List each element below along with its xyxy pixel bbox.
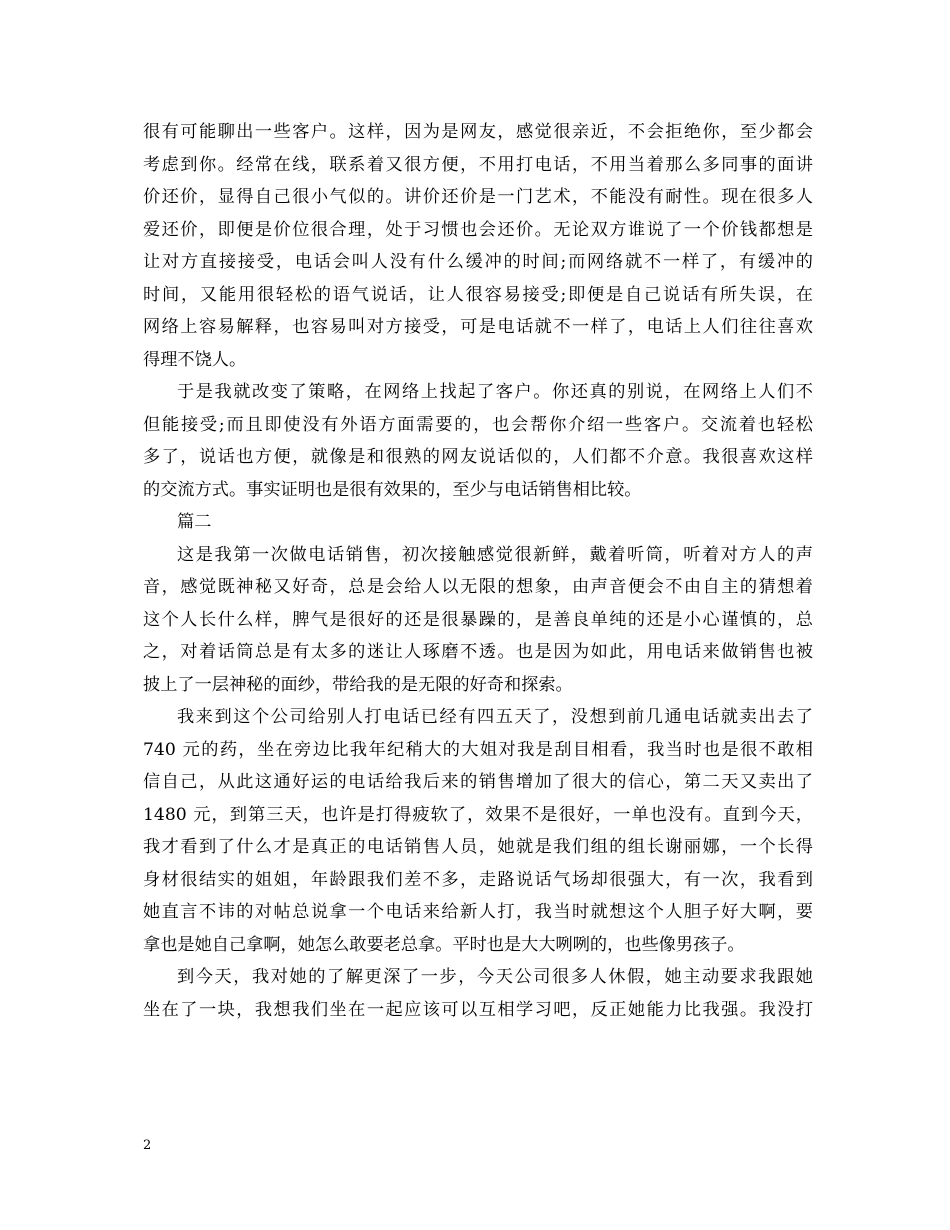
page-number: 2 bbox=[143, 1138, 152, 1153]
text-line: 时间，又能用很轻松的语气说话，让人很容易接受;即便是自己说话有所失误，在 bbox=[143, 284, 813, 305]
text-line: 到今天，我对她的了解更深了一步，今天公司很多人休假，她主动要求我跟她 bbox=[177, 967, 813, 987]
text-line: 价还价，显得自己很小气似的。讲价还价是一门艺术，不能没有耐性。现在很多人 bbox=[143, 187, 813, 207]
text-line: 很有可能聊出一些客户。这样，因为是网友，感觉很亲近，不会拒绝你，至少都会 bbox=[143, 122, 813, 142]
text-line: 爱还价，即便是价位很合理，处于习惯也会还价。无论双方谁说了一个价钱都想是 bbox=[143, 219, 813, 240]
paragraph bbox=[143, 961, 813, 1026]
text-line: 1480 元，到第三天，也许是打得疲软了，效果不是很好，一单也没有。直到今天， bbox=[143, 804, 813, 825]
text-line: 740 元的药，坐在旁边比我年纪稍大的大姐对我是刮目相看，我当时也是很不敢相 bbox=[143, 739, 813, 760]
text-line: 她直言不讳的对帖总说拿一个电话来给新人打，我当时就想这个人胆子好大啊，要 bbox=[143, 902, 813, 922]
document-body bbox=[143, 116, 813, 1026]
text-line: 于是我就改变了策略，在网络上找起了客户。你还真的别说，在网络上人们不 bbox=[177, 382, 813, 402]
paragraph bbox=[143, 539, 813, 702]
text-line: 的交流方式。事实证明也是很有效果的，至少与电话销售相比较。 bbox=[143, 479, 642, 500]
text-line: 多了，说话也方便，就像是和很熟的网友说话似的，人们都不介意。我很喜欢这样 bbox=[143, 447, 813, 467]
text-line: 拿也是她自己拿啊，她怎么敢要老总拿。平时也是大大咧咧的，也些像男孩子。 bbox=[143, 934, 745, 955]
paragraph bbox=[143, 506, 813, 539]
text-line: 但能接受;而且即使没有外语方面需要的，也会帮你介绍一些客户。交流着也轻松 bbox=[143, 414, 813, 435]
paragraph bbox=[143, 701, 813, 961]
text-line: 网络上容易解释，也容易叫对方接受，可是电话就不一样了，电话上人们往往喜欢 bbox=[143, 317, 813, 337]
text-line: 之，对着话筒总是有太多的迷让人琢磨不透。也是因为如此，用电话来做销售也被 bbox=[143, 642, 813, 662]
text-line: 披上了一层神秘的面纱，带给我的是无限的好奇和探索。 bbox=[143, 674, 573, 695]
paragraph bbox=[143, 376, 813, 506]
text-line: 得理不饶人。 bbox=[143, 349, 247, 370]
text-line: 坐在了一块，我想我们坐在一起应该可以互相学习吧，反正她能力比我强。我没打 bbox=[143, 999, 813, 1020]
text-line: 这个人长什么样，脾气是很好的还是很暴躁的，是善良单纯的还是小心谨慎的，总 bbox=[143, 609, 813, 630]
text-line: 考虑到你。经常在线，联系着又很方便，不用打电话，不用当着那么多同事的面讲 bbox=[143, 154, 813, 175]
text-line: 我来到这个公司给别人打电话已经有四五天了，没想到前几通电话就卖出去了 bbox=[177, 707, 813, 727]
text-line: 我才看到了什么才是真正的电话销售人员，她就是我们组的组长谢丽娜，一个长得 bbox=[143, 837, 813, 857]
text-line: 让对方直接接受，电话会叫人没有什么缓冲的时间;而网络就不一样了，有缓冲的 bbox=[143, 252, 813, 272]
paragraph bbox=[143, 116, 813, 376]
text-line: 音，感觉既神秘又好奇，总是会给人以无限的想象，由声音便会不由自主的猜想着 bbox=[143, 577, 813, 597]
text-line: 身材很结实的姐姐，年龄跟我们差不多，走路说话气场却很强大，有一次，我看到 bbox=[143, 869, 813, 890]
text-line: 信自己，从此这通好运的电话给我后来的销售增加了很大的信心，第二天又卖出了 bbox=[143, 772, 813, 792]
text-line: 篇二 bbox=[177, 512, 212, 532]
text-line: 这是我第一次做电话销售，初次接触感觉很新鲜，戴着听筒，听着对方人的声 bbox=[177, 544, 813, 565]
